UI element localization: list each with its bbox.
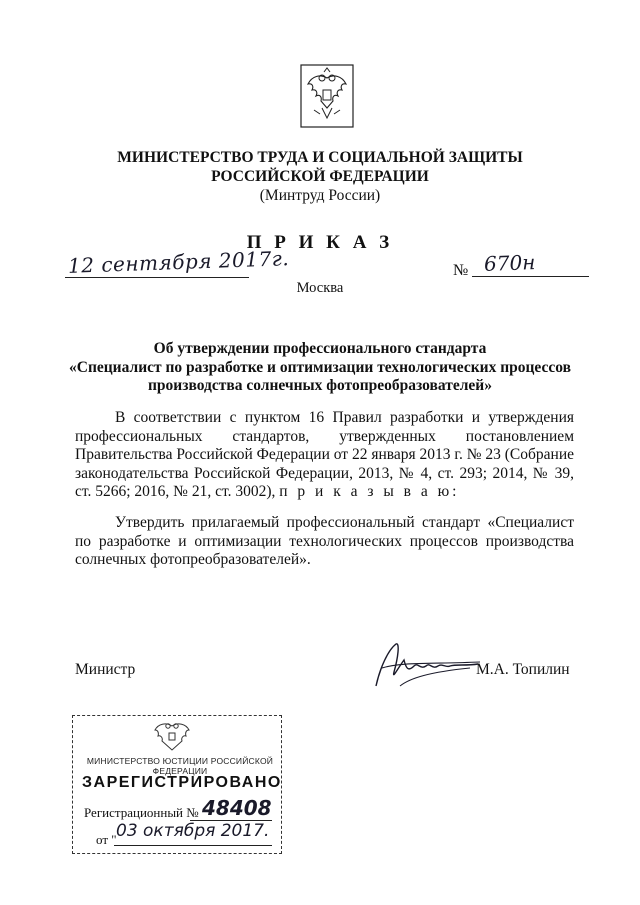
stamp-organization: МИНИСТЕРСТВО ЮСТИЦИИ РОССИЙСКОЙ ФЕДЕРАЦИИ [86, 756, 274, 776]
ministry-name-line1: МИНИСТЕРСТВО ТРУДА И СОЦИАЛЬНОЙ ЗАЩИТЫ [117, 149, 523, 166]
paragraph-1-text: В соответствии с пунктом 16 Правил разработки и утверждения профессиональных стандартов, утвержденных постановлением Правительства Российской Федерации от 22 января 2013 г. № 23 (Собрание законодательства Российской Федерации, 2013, № 4, ст. 293; 2014, № 39, ст. 5266; 2016, № 21, ст. 3002), [75, 409, 575, 501]
stamp-registered: ЗАРЕГИСТРИРОВАНО [82, 774, 282, 791]
number-underline [472, 276, 589, 277]
order-title [0, 340, 640, 396]
stamp-reg-number: 48408 [202, 796, 272, 820]
order-word: п р и к а з ы в а ю: [279, 483, 460, 501]
paragraph-2: Утвердить прилагаемый профессиональный стандарт «Специалист по разработке и оптимизации технологических процессов производства солнечных фотопреобразователей». [75, 514, 574, 569]
title-line1: Об утверждении профессионального стандарта [153, 340, 487, 357]
title-line3: производства солнечных фотопреобразователей» [147, 377, 492, 394]
order-number: 670н [483, 250, 536, 276]
title-line2: «Специалист по разработке и оптимизации технологических процессов [69, 358, 571, 376]
stamp-reg-date: 03 октября 2017. [116, 821, 270, 841]
ministry-name-line2: РОССИЙСКОЙ ФЕДЕРАЦИИ [211, 168, 429, 185]
order-number-label: № [453, 262, 469, 279]
ministry-short-name: (Минтруд России) [259, 187, 381, 204]
stamp-from-label: от " [96, 832, 117, 847]
date-underline [65, 277, 249, 278]
stamp-date-underline [114, 845, 272, 846]
order-date: 12 сентября 2017г. [67, 246, 290, 278]
stamp-eagle-icon [150, 718, 194, 754]
ministry-header [0, 148, 640, 206]
document-type: П Р И К А З [246, 232, 394, 253]
paragraph-1 [75, 409, 574, 502]
russian-coat-of-arms-icon [300, 64, 354, 128]
stamp-reg-number-label: Регистрационный № [84, 805, 199, 820]
signatory-position: Министр [75, 661, 136, 678]
handwritten-signature [370, 638, 486, 694]
signatory-name: М.А. Топилин [476, 661, 570, 678]
order-city: Москва [296, 280, 344, 296]
